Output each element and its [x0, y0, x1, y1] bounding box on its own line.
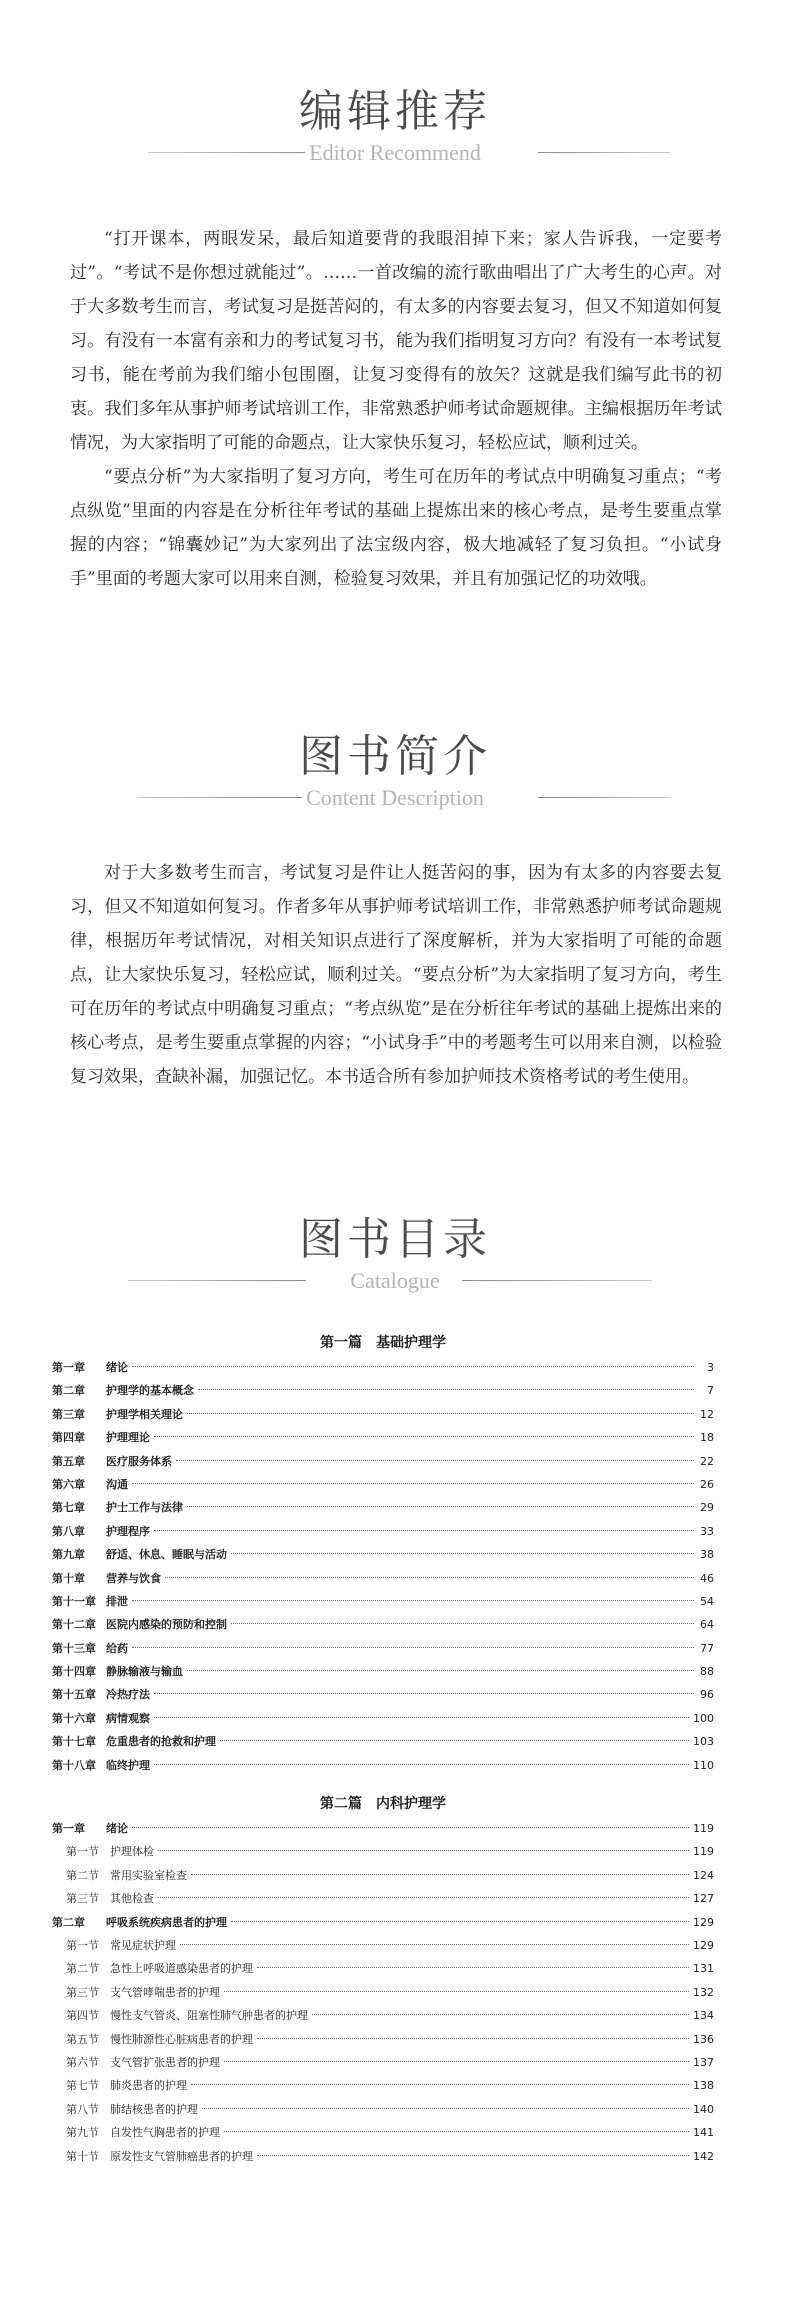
toc-page-number: 127 [693, 1892, 714, 1906]
toc-dot-leader [154, 1717, 689, 1718]
toc-section-row [52, 2004, 714, 2027]
toc-entry-number: 第三章 [52, 1407, 85, 1421]
toc-chapter-row [52, 1660, 714, 1683]
toc-dot-leader [176, 1460, 694, 1461]
toc-entry-number: 第二节 [66, 1962, 99, 1976]
toc-dot-leader [154, 1530, 694, 1531]
toc-page-number: 138 [693, 2079, 714, 2093]
toc-page-number: 18 [700, 1431, 714, 1445]
header-rule-right [538, 152, 670, 153]
toc-entry-number: 第二节 [66, 1868, 99, 1882]
catalogue-subtitle: Catalogue [346, 1268, 443, 1293]
toc-chapter-row [52, 1707, 714, 1730]
toc-section-row [52, 1957, 714, 1980]
toc-entry-title: 护理学相关理论 [106, 1407, 183, 1421]
toc-dot-leader [224, 2061, 689, 2062]
toc-entry-title: 其他检查 [110, 1892, 154, 1906]
toc-entry-number: 第六章 [52, 1477, 85, 1491]
toc-entry-number: 第十章 [52, 1571, 85, 1585]
editor-recommend-header [0, 86, 790, 168]
toc-entry-title: 自发性气胸患者的护理 [110, 2126, 220, 2140]
toc-page-number: 124 [693, 1868, 714, 1882]
toc-dot-leader [154, 1693, 694, 1694]
toc-chapter-row [52, 1543, 714, 1566]
toc-entry-number: 第十一章 [52, 1594, 96, 1608]
toc-dot-leader [231, 1553, 694, 1554]
toc-entry-number: 第三节 [66, 1892, 99, 1906]
toc-page-number: 103 [693, 1735, 714, 1749]
toc-dot-leader [257, 2155, 689, 2156]
toc-chapter-row [52, 1613, 714, 1636]
toc-entry-title: 支气管扩张患者的护理 [110, 2055, 220, 2069]
toc-entry-number: 第十二章 [52, 1618, 96, 1632]
toc-chapter-row [52, 1567, 714, 1590]
toc-page-number: 134 [693, 2009, 714, 2023]
toc-section-row [52, 2121, 714, 2144]
toc-page-number: 38 [700, 1548, 714, 1562]
toc-section-row [52, 1887, 714, 1910]
toc-chapter-row [52, 1450, 714, 1473]
toc-dot-leader [202, 2108, 689, 2109]
toc-page-number: 22 [700, 1454, 714, 1468]
editor-recommend-subtitle: Editor Recommend [305, 140, 485, 165]
toc-entry-title: 绪论 [106, 1822, 128, 1836]
toc-dot-leader [158, 1897, 689, 1898]
part-title: 第一篇 基础护理学 [320, 1335, 446, 1351]
toc-page-number: 119 [693, 1845, 714, 1859]
toc-page-number: 77 [700, 1641, 714, 1655]
toc-entry-number: 第七章 [52, 1501, 85, 1515]
toc-entry-number: 第七节 [66, 2079, 99, 2093]
toc-entry-number: 第一章 [52, 1361, 85, 1374]
toc-dot-leader [187, 1506, 694, 1507]
toc-dot-leader [187, 1670, 694, 1671]
toc-entry-number: 第八节 [66, 2102, 99, 2116]
toc-chapter-row [52, 1911, 714, 1934]
toc-entry-title: 慢性支气管炎、阻塞性肺气肿患者的护理 [110, 2009, 308, 2023]
toc-page-number: 137 [693, 2055, 714, 2069]
toc-dot-leader [220, 1740, 689, 1741]
toc-page-number: 64 [700, 1618, 714, 1632]
toc-entry-title: 肺炎患者的护理 [110, 2079, 187, 2093]
toc-entry-number: 第十四章 [52, 1665, 96, 1679]
toc-entry-title: 支气管哮喘患者的护理 [110, 1985, 220, 1999]
toc-entry-title: 临终护理 [106, 1758, 150, 1772]
content-description-header [0, 731, 790, 813]
header-rule-left [128, 1280, 306, 1281]
toc-entry-title: 呼吸系统疾病患者的护理 [106, 1915, 227, 1929]
toc-entry-number: 第一章 [52, 1822, 85, 1836]
toc-entry-number: 第三节 [66, 1985, 99, 1999]
content-description-title: 图书简介 [299, 731, 491, 782]
toc-page-number: 132 [693, 1985, 714, 1999]
toc-chapter-row [52, 1817, 714, 1840]
toc-section-row [52, 1840, 714, 1863]
toc-entry-title: 急性上呼吸道感染患者的护理 [110, 1962, 253, 1976]
toc-page-number: 129 [693, 1915, 714, 1929]
toc-page-number: 46 [700, 1571, 714, 1585]
header-rule-left [148, 152, 326, 153]
toc-chapter-row [52, 1590, 714, 1613]
catalogue-title: 图书目录 [299, 1214, 491, 1265]
toc-entry-number: 第十七章 [52, 1735, 96, 1749]
toc-dot-leader [257, 1967, 689, 1968]
toc-dot-leader [191, 2084, 689, 2085]
toc-dot-leader [165, 1577, 694, 1578]
toc-entry-title: 护理体检 [110, 1845, 154, 1859]
toc-entry-number: 第十三章 [52, 1641, 96, 1655]
toc-page-number: 88 [700, 1665, 714, 1679]
toc-page-number: 33 [700, 1524, 714, 1538]
toc-page-number: 3 [707, 1361, 714, 1374]
catalogue-header [0, 1214, 790, 1296]
header-rule-right [462, 1280, 652, 1281]
toc-page-number: 142 [693, 2149, 714, 2163]
toc-entry-title: 护士工作与法律 [106, 1501, 183, 1515]
toc-chapter-row [52, 1683, 714, 1706]
toc-dot-leader [154, 1764, 689, 1765]
toc-section-row [52, 2098, 714, 2121]
toc-entry-number: 第二章 [52, 1915, 85, 1929]
toc-entry-number: 第四章 [52, 1431, 85, 1445]
toc-dot-leader [132, 1647, 694, 1648]
toc-page-number: 54 [700, 1594, 714, 1608]
toc-entry-title: 舒适、休息、睡眠与活动 [106, 1548, 227, 1562]
toc-dot-leader [158, 1850, 689, 1851]
toc-dot-leader [191, 1874, 689, 1875]
toc-chapter-row [52, 1637, 714, 1660]
toc-entry-title: 医疗服务体系 [106, 1454, 172, 1468]
toc-entry-number: 第十节 [66, 2149, 99, 2163]
toc-page-number: 100 [693, 1711, 714, 1725]
toc-dot-leader [198, 1389, 694, 1390]
toc-dot-leader [224, 1991, 689, 1992]
header-rule-left [138, 797, 306, 798]
toc-entry-number: 第五节 [66, 2032, 99, 2046]
editor-paragraph: “要点分析”为大家指明了复习方向，考生可在历年的考试点中明确复习重点；“考点纵览”里面的内容是在分析往年考试的基础上提炼出来的核心考点，是考生要重点掌握的内容；“锦囊妙记”为大家列出了法宝级内容，极大地减轻了复习负担。“小试身手”里面的考题大家可以用来自测，检验复习效果，并且有加强记忆的功效哦。 [70, 467, 722, 589]
toc-entry-title: 营养与饮食 [106, 1571, 161, 1585]
toc-entry-title: 肺结核患者的护理 [110, 2102, 198, 2116]
toc-entry-title: 静脉输液与输血 [106, 1665, 183, 1679]
toc-page-number: 131 [693, 1962, 714, 1976]
toc-page-number: 141 [693, 2126, 714, 2140]
toc-entry-title: 常用实验室检查 [110, 1868, 187, 1882]
toc-chapter-row [52, 1473, 714, 1496]
toc-entry-title: 医院内感染的预防和控制 [106, 1618, 227, 1632]
toc-dot-leader [257, 2038, 689, 2039]
toc-page-number: 26 [700, 1477, 714, 1491]
toc-chapter-row [52, 1403, 714, 1426]
toc-entry-number: 第九节 [66, 2126, 99, 2140]
toc-dot-leader [231, 1623, 694, 1624]
editor-recommend-title: 编辑推荐 [299, 86, 491, 137]
content-description-body [70, 856, 722, 1094]
toc-chapter-row [52, 1379, 714, 1402]
editor-recommend-body [70, 222, 722, 596]
toc-chapter-row [52, 1356, 714, 1379]
toc-entry-number: 第六节 [66, 2055, 99, 2069]
toc-entry-number: 第九章 [52, 1548, 85, 1562]
toc-page-number: 96 [700, 1688, 714, 1702]
toc-entry-title: 绪论 [106, 1361, 128, 1374]
toc-entry-number: 第二章 [52, 1384, 85, 1398]
toc-entry-number: 第十八章 [52, 1758, 96, 1772]
toc-dot-leader [132, 1483, 694, 1484]
toc-page-number: 110 [693, 1758, 714, 1772]
toc-entry-title: 危重患者的抢救和护理 [106, 1735, 216, 1749]
toc-section-row [52, 2028, 714, 2051]
toc-entry-title: 排泄 [106, 1594, 128, 1608]
toc-dot-leader [312, 2014, 689, 2015]
toc-entry-title: 护理程序 [106, 1524, 150, 1538]
toc-entry-title: 给药 [106, 1641, 128, 1655]
toc-entry-title: 冷热疗法 [106, 1688, 150, 1702]
toc-dot-leader [132, 1366, 694, 1367]
toc-section-row [52, 1864, 714, 1887]
toc-page-number: 136 [693, 2032, 714, 2046]
toc-entry-title: 护理学的基本概念 [106, 1384, 194, 1398]
toc-section-row [52, 1981, 714, 2004]
toc-entry-number: 第五章 [52, 1454, 85, 1468]
toc-chapter-row [52, 1520, 714, 1543]
toc-page-number: 129 [693, 1938, 714, 1952]
toc-entry-title: 沟通 [106, 1477, 128, 1491]
toc-entry-number: 第八章 [52, 1524, 85, 1538]
toc-dot-leader [132, 1600, 694, 1601]
intro-paragraph: 对于大多数考生而言，考试复习是件让人挺苦闷的事，因为有太多的内容要去复习，但又不知道如何复习。作者多年从事护师考试培训工作，非常熟悉护师考试命题规律，根据历年考试情况，对相关知识点进行了深度解析，并为大家指明了可能的命题点，让大家快乐复习，轻松应试，顺利过关。“要点分析”为大家指明了复习方向，考生可在历年的考试点中明确复习重点；“考点纵览”是在分析往年考试的基础上提炼出来的核心考点，是考生要重点掌握的内容；“小试身手”中的考题考生可以用来自测，以检验复习效果，查缺补漏，加强记忆。本书适合所有参加护师技术资格考试的考生使用。 [70, 863, 722, 1087]
toc-entry-number: 第十六章 [52, 1711, 96, 1725]
toc-chapter-row [52, 1754, 714, 1777]
toc-entry-title: 常见症状护理 [110, 1938, 176, 1952]
toc-page-number: 29 [700, 1501, 714, 1515]
toc-dot-leader [231, 1921, 689, 1922]
toc-section-row [52, 2145, 714, 2168]
table-of-contents [52, 1330, 714, 2168]
toc-page-number: 140 [693, 2102, 714, 2116]
toc-page-number: 12 [700, 1407, 714, 1421]
content-description-subtitle: Content Description [302, 785, 488, 810]
editor-paragraph: “打开课本，两眼发呆，最后知道要背的我眼泪掉下来；家人告诉我，一定要考过”。“考试不是你想过就能过”。……一首改编的流行歌曲唱出了广大考生的心声。对于大多数考生而言，考试复习是挺苦闷的，有太多的内容要去复习，但又不知道如何复习。有没有一本富有亲和力的考试复习书，能为我们指明复习方向？有没有一本考试复习书，能在考前为我们缩小包围圈，让复习变得有的放矢？这就是我们编写此书的初衷。我们多年从事护师考试培训工作，非常熟悉护师考试命题规律。主编根据历年考试情况，为大家指明了可能的命题点，让大家快乐复习，轻松应试，顺利过关。 [70, 229, 722, 453]
toc-entry-title: 病情观察 [106, 1711, 150, 1725]
toc-entry-number: 第一节 [66, 1938, 99, 1952]
toc-entry-title: 慢性肺源性心脏病患者的护理 [110, 2032, 253, 2046]
toc-page-number: 119 [693, 1822, 714, 1836]
toc-entry-number: 第四节 [66, 2009, 99, 2023]
toc-dot-leader [180, 1944, 689, 1945]
part-title: 第二篇 内科护理学 [320, 1796, 446, 1813]
toc-section-row [52, 1934, 714, 1957]
toc-dot-leader [154, 1436, 694, 1437]
toc-chapter-row [52, 1426, 714, 1449]
toc-entry-title: 原发性支气管肺癌患者的护理 [110, 2149, 253, 2163]
toc-dot-leader [187, 1413, 694, 1414]
toc-entry-number: 第一节 [66, 1845, 99, 1859]
toc-dot-leader [224, 2131, 689, 2132]
header-rule-right [538, 797, 670, 798]
toc-page-number: 7 [707, 1384, 714, 1398]
toc-entry-title: 护理理论 [106, 1431, 150, 1445]
toc-dot-leader [132, 1827, 689, 1828]
toc-section-row [52, 2074, 714, 2097]
toc-chapter-row [52, 1730, 714, 1753]
toc-section-row [52, 2051, 714, 2074]
toc-entry-number: 第十五章 [52, 1688, 96, 1702]
toc-chapter-row [52, 1496, 714, 1519]
